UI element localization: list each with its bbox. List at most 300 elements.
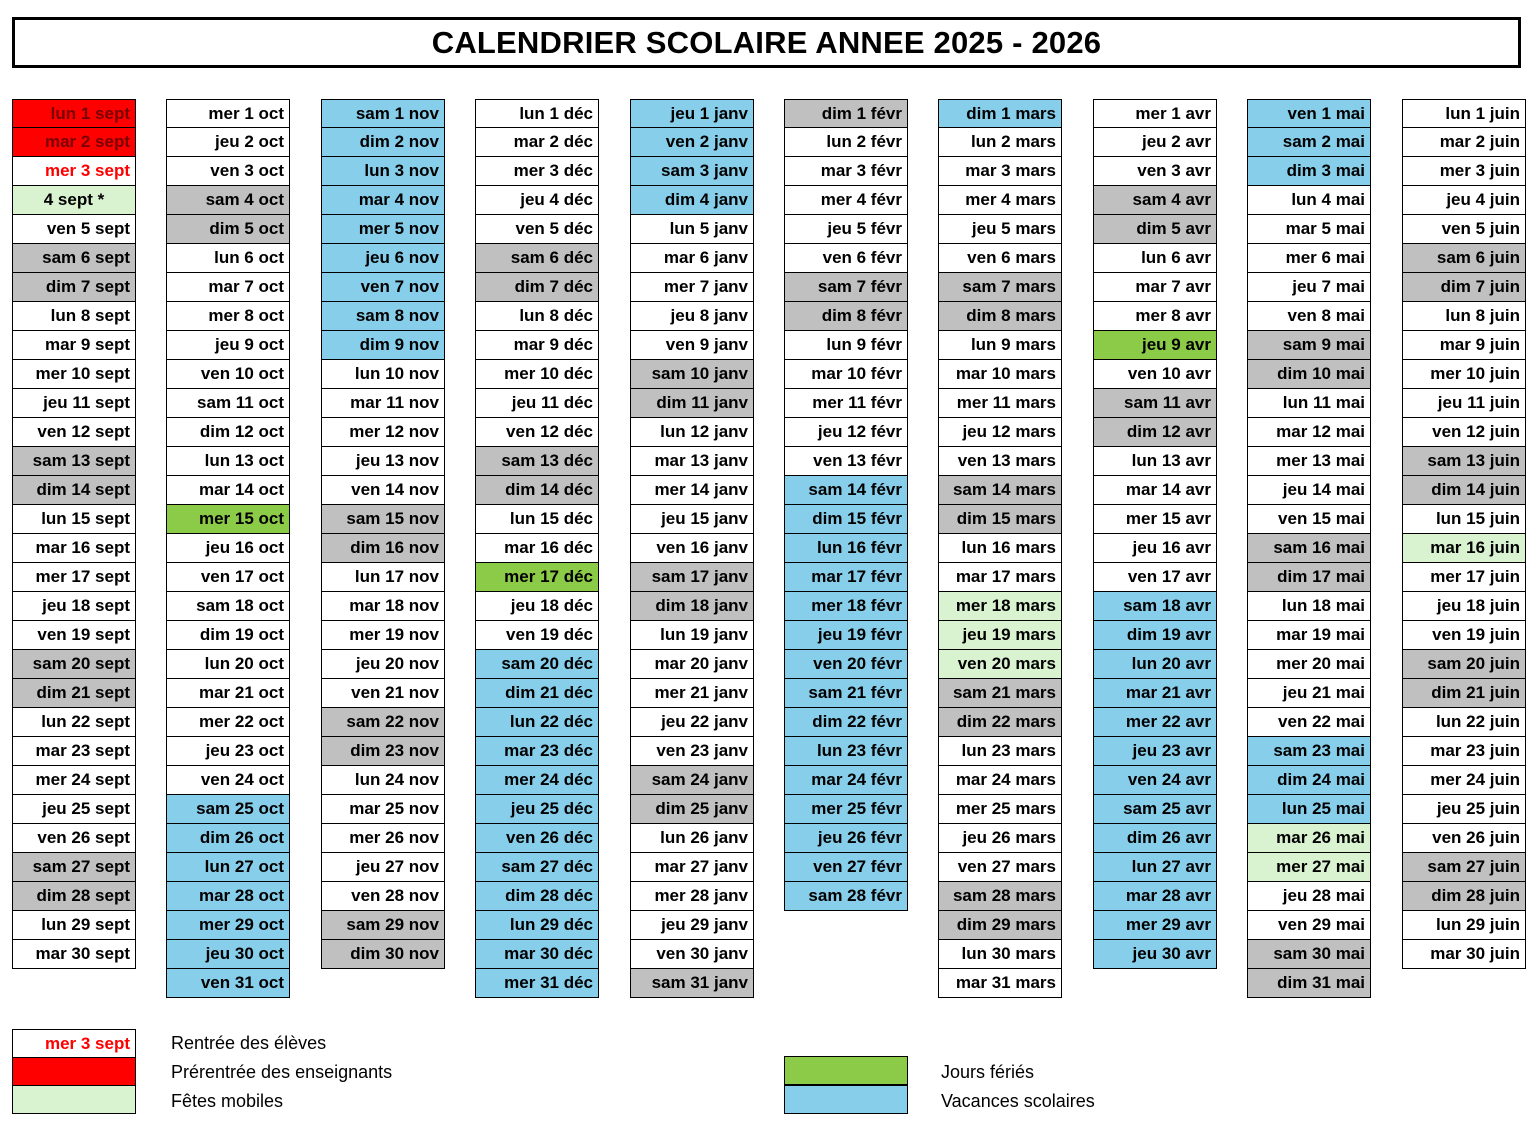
day-cell: mer 24 déc bbox=[475, 766, 599, 795]
day-cell: dim 12 avr bbox=[1093, 418, 1217, 447]
day-cell: dim 1 févr bbox=[784, 99, 908, 128]
day-cell: ven 12 sept bbox=[12, 418, 136, 447]
day-cell: jeu 20 nov bbox=[321, 650, 445, 679]
day-cell: sam 25 avr bbox=[1093, 795, 1217, 824]
day-cell: lun 6 oct bbox=[166, 244, 290, 273]
day-cell: ven 5 déc bbox=[475, 215, 599, 244]
legend-swatch-fetes bbox=[12, 1085, 136, 1114]
day-cell: ven 6 févr bbox=[784, 244, 908, 273]
legend-rentree-sample: mer 3 sept bbox=[44, 1034, 130, 1053]
day-cell: dim 31 mai bbox=[1247, 969, 1371, 998]
day-cell: lun 20 oct bbox=[166, 650, 290, 679]
day-cell: dim 7 sept bbox=[12, 273, 136, 302]
day-cell: mar 23 juin bbox=[1402, 737, 1526, 766]
day-cell: lun 27 avr bbox=[1093, 853, 1217, 882]
day-cell: ven 17 avr bbox=[1093, 563, 1217, 592]
day-cell: dim 29 mars bbox=[938, 911, 1062, 940]
day-cell: dim 26 oct bbox=[166, 824, 290, 853]
day-cell: ven 19 sept bbox=[12, 621, 136, 650]
day-cell: jeu 7 mai bbox=[1247, 273, 1371, 302]
month-column bbox=[12, 99, 136, 969]
day-cell: mar 5 mai bbox=[1247, 215, 1371, 244]
day-cell: lun 1 sept bbox=[12, 99, 136, 128]
day-cell: mer 3 sept bbox=[12, 157, 136, 186]
day-cell: sam 7 févr bbox=[784, 273, 908, 302]
day-cell: dim 25 janv bbox=[630, 795, 754, 824]
month-column bbox=[166, 99, 290, 998]
day-cell: sam 4 avr bbox=[1093, 186, 1217, 215]
day-cell: ven 3 avr bbox=[1093, 157, 1217, 186]
day-cell: sam 10 janv bbox=[630, 360, 754, 389]
day-cell: dim 22 mars bbox=[938, 708, 1062, 737]
day-cell: dim 28 juin bbox=[1402, 882, 1526, 911]
day-cell: sam 27 juin bbox=[1402, 853, 1526, 882]
day-cell: mar 3 mars bbox=[938, 157, 1062, 186]
day-cell: lun 13 oct bbox=[166, 447, 290, 476]
legend-label-feries: Jours fériés bbox=[941, 1062, 1035, 1082]
month-column bbox=[1093, 99, 1217, 969]
day-cell: jeu 9 oct bbox=[166, 331, 290, 360]
day-cell: dim 28 sept bbox=[12, 882, 136, 911]
day-cell: dim 14 juin bbox=[1402, 476, 1526, 505]
calendar-title: CALENDRIER SCOLAIRE ANNEE 2025 - 2026 bbox=[12, 17, 1521, 68]
day-cell: mer 20 mai bbox=[1247, 650, 1371, 679]
day-cell: sam 20 sept bbox=[12, 650, 136, 679]
day-cell: sam 13 déc bbox=[475, 447, 599, 476]
day-cell: mer 17 déc bbox=[475, 563, 599, 592]
day-cell: mar 21 avr bbox=[1093, 679, 1217, 708]
day-cell: lun 6 avr bbox=[1093, 244, 1217, 273]
day-cell: lun 22 sept bbox=[12, 708, 136, 737]
day-cell: mer 18 mars bbox=[938, 592, 1062, 621]
day-cell: ven 27 févr bbox=[784, 853, 908, 882]
day-cell: mar 9 déc bbox=[475, 331, 599, 360]
day-cell: lun 2 févr bbox=[784, 128, 908, 157]
day-cell: mer 27 mai bbox=[1247, 853, 1371, 882]
day-cell: lun 8 juin bbox=[1402, 302, 1526, 331]
day-cell: mar 28 oct bbox=[166, 882, 290, 911]
day-cell: mar 16 sept bbox=[12, 534, 136, 563]
day-cell: lun 1 déc bbox=[475, 99, 599, 128]
day-cell: ven 7 nov bbox=[321, 273, 445, 302]
day-cell: dim 11 janv bbox=[630, 389, 754, 418]
day-cell: ven 27 mars bbox=[938, 853, 1062, 882]
day-cell: dim 12 oct bbox=[166, 418, 290, 447]
day-cell: mer 13 mai bbox=[1247, 447, 1371, 476]
day-cell: ven 24 oct bbox=[166, 766, 290, 795]
day-cell: mar 16 déc bbox=[475, 534, 599, 563]
day-cell: jeu 23 oct bbox=[166, 737, 290, 766]
day-cell: mer 6 mai bbox=[1247, 244, 1371, 273]
day-cell: dim 15 mars bbox=[938, 505, 1062, 534]
day-cell: mar 10 mars bbox=[938, 360, 1062, 389]
day-cell: lun 25 mai bbox=[1247, 795, 1371, 824]
day-cell: sam 11 oct bbox=[166, 389, 290, 418]
day-cell: mer 12 nov bbox=[321, 418, 445, 447]
day-cell: dim 14 déc bbox=[475, 476, 599, 505]
day-cell: ven 3 oct bbox=[166, 157, 290, 186]
day-cell: dim 23 nov bbox=[321, 737, 445, 766]
day-cell: ven 12 juin bbox=[1402, 418, 1526, 447]
day-cell: mer 29 oct bbox=[166, 911, 290, 940]
day-cell: mar 2 juin bbox=[1402, 128, 1526, 157]
day-cell: mar 3 févr bbox=[784, 157, 908, 186]
day-cell: sam 1 nov bbox=[321, 99, 445, 128]
day-cell: ven 20 févr bbox=[784, 650, 908, 679]
day-cell: sam 6 déc bbox=[475, 244, 599, 273]
day-cell: jeu 14 mai bbox=[1247, 476, 1371, 505]
day-cell: sam 14 févr bbox=[784, 476, 908, 505]
day-cell: mer 17 sept bbox=[12, 563, 136, 592]
day-cell: dim 24 mai bbox=[1247, 766, 1371, 795]
day-cell: mar 23 déc bbox=[475, 737, 599, 766]
day-cell: ven 23 janv bbox=[630, 737, 754, 766]
day-cell: mar 9 sept bbox=[12, 331, 136, 360]
day-cell: ven 21 nov bbox=[321, 679, 445, 708]
day-cell: mer 25 mars bbox=[938, 795, 1062, 824]
day-cell: dim 21 juin bbox=[1402, 679, 1526, 708]
day-cell: jeu 26 févr bbox=[784, 824, 908, 853]
legend-swatch-prerentree bbox=[12, 1057, 136, 1086]
day-cell: sam 6 juin bbox=[1402, 244, 1526, 273]
day-cell: jeu 19 mars bbox=[938, 621, 1062, 650]
day-cell: dim 4 janv bbox=[630, 186, 754, 215]
day-cell: jeu 12 mars bbox=[938, 418, 1062, 447]
day-cell: mar 20 janv bbox=[630, 650, 754, 679]
day-cell: dim 1 mars bbox=[938, 99, 1062, 128]
day-cell: lun 18 mai bbox=[1247, 592, 1371, 621]
day-cell: lun 20 avr bbox=[1093, 650, 1217, 679]
day-cell: dim 10 mai bbox=[1247, 360, 1371, 389]
day-cell: sam 14 mars bbox=[938, 476, 1062, 505]
day-cell: sam 2 mai bbox=[1247, 128, 1371, 157]
day-cell: jeu 30 avr bbox=[1093, 940, 1217, 969]
day-cell: ven 15 mai bbox=[1247, 505, 1371, 534]
day-cell: lun 13 avr bbox=[1093, 447, 1217, 476]
day-cell: jeu 25 sept bbox=[12, 795, 136, 824]
day-cell: lun 16 mars bbox=[938, 534, 1062, 563]
day-cell: sam 4 oct bbox=[166, 186, 290, 215]
day-cell: ven 26 déc bbox=[475, 824, 599, 853]
day-cell: mer 1 oct bbox=[166, 99, 290, 128]
day-cell: sam 16 mai bbox=[1247, 534, 1371, 563]
day-cell: dim 8 mars bbox=[938, 302, 1062, 331]
day-cell: ven 19 déc bbox=[475, 621, 599, 650]
day-cell: mar 9 juin bbox=[1402, 331, 1526, 360]
day-cell: dim 8 févr bbox=[784, 302, 908, 331]
day-cell: jeu 11 sept bbox=[12, 389, 136, 418]
day-cell: dim 26 avr bbox=[1093, 824, 1217, 853]
day-cell: jeu 8 janv bbox=[630, 302, 754, 331]
day-cell: lun 29 juin bbox=[1402, 911, 1526, 940]
day-cell: mar 23 sept bbox=[12, 737, 136, 766]
day-cell: sam 22 nov bbox=[321, 708, 445, 737]
day-cell: lun 29 déc bbox=[475, 911, 599, 940]
day-cell: ven 20 mars bbox=[938, 650, 1062, 679]
day-cell: 4 sept * bbox=[12, 186, 136, 215]
day-cell: sam 21 févr bbox=[784, 679, 908, 708]
day-cell: mer 18 févr bbox=[784, 592, 908, 621]
day-cell: mar 2 sept bbox=[12, 128, 136, 157]
day-cell: mer 11 févr bbox=[784, 389, 908, 418]
day-cell: ven 26 juin bbox=[1402, 824, 1526, 853]
day-cell: mar 6 janv bbox=[630, 244, 754, 273]
day-cell: sam 15 nov bbox=[321, 505, 445, 534]
day-cell: jeu 16 oct bbox=[166, 534, 290, 563]
day-cell: sam 27 sept bbox=[12, 853, 136, 882]
day-cell: mar 28 avr bbox=[1093, 882, 1217, 911]
day-cell: mer 3 déc bbox=[475, 157, 599, 186]
day-cell: jeu 1 janv bbox=[630, 99, 754, 128]
day-cell: sam 13 sept bbox=[12, 447, 136, 476]
day-cell: mer 5 nov bbox=[321, 215, 445, 244]
day-cell: lun 19 janv bbox=[630, 621, 754, 650]
legend-label-prerentree: Prérentrée des enseignants bbox=[171, 1062, 393, 1082]
day-cell: sam 31 janv bbox=[630, 969, 754, 998]
day-cell: jeu 23 avr bbox=[1093, 737, 1217, 766]
day-cell: mar 12 mai bbox=[1247, 418, 1371, 447]
day-cell: lun 11 mai bbox=[1247, 389, 1371, 418]
day-cell: lun 26 janv bbox=[630, 824, 754, 853]
day-cell: dim 2 nov bbox=[321, 128, 445, 157]
day-cell: mar 7 oct bbox=[166, 273, 290, 302]
day-cell: ven 31 oct bbox=[166, 969, 290, 998]
day-cell: sam 3 janv bbox=[630, 157, 754, 186]
day-cell: jeu 12 févr bbox=[784, 418, 908, 447]
day-cell: sam 28 févr bbox=[784, 882, 908, 911]
day-cell: ven 6 mars bbox=[938, 244, 1062, 273]
day-cell: mer 15 avr bbox=[1093, 505, 1217, 534]
day-cell: lun 4 mai bbox=[1247, 186, 1371, 215]
day-cell: jeu 5 févr bbox=[784, 215, 908, 244]
day-cell: ven 13 mars bbox=[938, 447, 1062, 476]
day-cell: mer 8 oct bbox=[166, 302, 290, 331]
month-column bbox=[784, 99, 908, 911]
month-column bbox=[475, 99, 599, 998]
day-cell: ven 30 janv bbox=[630, 940, 754, 969]
day-cell: mer 10 juin bbox=[1402, 360, 1526, 389]
day-cell: ven 26 sept bbox=[12, 824, 136, 853]
day-cell: mer 1 avr bbox=[1093, 99, 1217, 128]
month-column bbox=[1402, 99, 1526, 969]
day-cell: dim 22 févr bbox=[784, 708, 908, 737]
day-cell: jeu 2 oct bbox=[166, 128, 290, 157]
day-cell: mer 24 sept bbox=[12, 766, 136, 795]
day-cell: jeu 18 déc bbox=[475, 592, 599, 621]
day-cell: lun 23 mars bbox=[938, 737, 1062, 766]
day-cell: lun 2 mars bbox=[938, 128, 1062, 157]
day-cell: lun 3 nov bbox=[321, 157, 445, 186]
day-cell: ven 1 mai bbox=[1247, 99, 1371, 128]
day-cell: mer 11 mars bbox=[938, 389, 1062, 418]
day-cell: dim 14 sept bbox=[12, 476, 136, 505]
month-column bbox=[1247, 99, 1371, 998]
month-column bbox=[321, 99, 445, 969]
day-cell: jeu 15 janv bbox=[630, 505, 754, 534]
day-cell: mar 17 févr bbox=[784, 563, 908, 592]
day-cell: ven 24 avr bbox=[1093, 766, 1217, 795]
day-cell: ven 13 févr bbox=[784, 447, 908, 476]
day-cell: dim 19 avr bbox=[1093, 621, 1217, 650]
day-cell: mer 10 déc bbox=[475, 360, 599, 389]
day-cell: lun 15 juin bbox=[1402, 505, 1526, 534]
day-cell: ven 10 avr bbox=[1093, 360, 1217, 389]
day-cell: ven 5 juin bbox=[1402, 215, 1526, 244]
day-cell: mar 10 févr bbox=[784, 360, 908, 389]
day-cell: sam 20 déc bbox=[475, 650, 599, 679]
day-cell: mar 27 janv bbox=[630, 853, 754, 882]
day-cell: jeu 21 mai bbox=[1247, 679, 1371, 708]
day-cell: dim 5 avr bbox=[1093, 215, 1217, 244]
day-cell: sam 9 mai bbox=[1247, 331, 1371, 360]
day-cell: sam 13 juin bbox=[1402, 447, 1526, 476]
day-cell: dim 16 nov bbox=[321, 534, 445, 563]
day-cell: lun 29 sept bbox=[12, 911, 136, 940]
month-column bbox=[630, 99, 754, 998]
day-cell: sam 17 janv bbox=[630, 563, 754, 592]
day-cell: lun 12 janv bbox=[630, 418, 754, 447]
day-cell: sam 28 mars bbox=[938, 882, 1062, 911]
day-cell: mar 14 avr bbox=[1093, 476, 1217, 505]
day-cell: sam 8 nov bbox=[321, 302, 445, 331]
day-cell: mer 14 janv bbox=[630, 476, 754, 505]
day-cell: mer 4 mars bbox=[938, 186, 1062, 215]
day-cell: lun 15 déc bbox=[475, 505, 599, 534]
day-cell: lun 22 juin bbox=[1402, 708, 1526, 737]
day-cell: ven 10 oct bbox=[166, 360, 290, 389]
day-cell: sam 7 mars bbox=[938, 273, 1062, 302]
day-cell: ven 14 nov bbox=[321, 476, 445, 505]
day-cell: mar 14 oct bbox=[166, 476, 290, 505]
day-cell: sam 27 déc bbox=[475, 853, 599, 882]
day-cell: jeu 11 déc bbox=[475, 389, 599, 418]
day-cell: jeu 27 nov bbox=[321, 853, 445, 882]
day-cell: sam 23 mai bbox=[1247, 737, 1371, 766]
day-cell: dim 18 janv bbox=[630, 592, 754, 621]
legend-label-vacances: Vacances scolaires bbox=[941, 1091, 1095, 1111]
day-cell: sam 30 mai bbox=[1247, 940, 1371, 969]
day-cell: jeu 2 avr bbox=[1093, 128, 1217, 157]
day-cell: mar 2 déc bbox=[475, 128, 599, 157]
day-cell: ven 19 juin bbox=[1402, 621, 1526, 650]
day-cell: jeu 16 avr bbox=[1093, 534, 1217, 563]
day-cell: dim 28 déc bbox=[475, 882, 599, 911]
day-cell: mer 15 oct bbox=[166, 505, 290, 534]
day-cell: mer 22 avr bbox=[1093, 708, 1217, 737]
day-cell: lun 15 sept bbox=[12, 505, 136, 534]
day-cell: ven 8 mai bbox=[1247, 302, 1371, 331]
day-cell: jeu 6 nov bbox=[321, 244, 445, 273]
day-cell: lun 16 févr bbox=[784, 534, 908, 563]
day-cell: mar 13 janv bbox=[630, 447, 754, 476]
day-cell: jeu 13 nov bbox=[321, 447, 445, 476]
day-cell: mer 17 juin bbox=[1402, 563, 1526, 592]
day-cell: mar 19 mai bbox=[1247, 621, 1371, 650]
day-cell: lun 10 nov bbox=[321, 360, 445, 389]
day-cell: lun 8 déc bbox=[475, 302, 599, 331]
day-cell: jeu 25 déc bbox=[475, 795, 599, 824]
day-cell: sam 21 mars bbox=[938, 679, 1062, 708]
day-cell: ven 9 janv bbox=[630, 331, 754, 360]
day-cell: dim 21 déc bbox=[475, 679, 599, 708]
day-cell: mer 10 sept bbox=[12, 360, 136, 389]
day-cell: jeu 18 sept bbox=[12, 592, 136, 621]
legend-swatch-feries bbox=[784, 1056, 908, 1085]
day-cell: jeu 30 oct bbox=[166, 940, 290, 969]
day-cell: dim 9 nov bbox=[321, 331, 445, 360]
day-cell: lun 23 févr bbox=[784, 737, 908, 766]
day-cell: jeu 4 déc bbox=[475, 186, 599, 215]
day-cell: lun 30 mars bbox=[938, 940, 1062, 969]
day-cell: lun 17 nov bbox=[321, 563, 445, 592]
day-cell: ven 29 mai bbox=[1247, 911, 1371, 940]
day-cell: mar 18 nov bbox=[321, 592, 445, 621]
day-cell: sam 6 sept bbox=[12, 244, 136, 273]
day-cell: dim 15 févr bbox=[784, 505, 908, 534]
day-cell: lun 9 févr bbox=[784, 331, 908, 360]
day-cell: jeu 11 juin bbox=[1402, 389, 1526, 418]
day-cell: mer 19 nov bbox=[321, 621, 445, 650]
day-cell: sam 20 juin bbox=[1402, 650, 1526, 679]
day-cell: jeu 18 juin bbox=[1402, 592, 1526, 621]
day-cell: lun 8 sept bbox=[12, 302, 136, 331]
legend-swatch-vacances bbox=[784, 1085, 908, 1114]
day-cell: jeu 25 juin bbox=[1402, 795, 1526, 824]
day-cell: mer 26 nov bbox=[321, 824, 445, 853]
day-cell: dim 7 juin bbox=[1402, 273, 1526, 302]
day-cell: mer 25 févr bbox=[784, 795, 908, 824]
day-cell: mer 3 juin bbox=[1402, 157, 1526, 186]
day-cell: mar 16 juin bbox=[1402, 534, 1526, 563]
day-cell: dim 21 sept bbox=[12, 679, 136, 708]
day-cell: mer 28 janv bbox=[630, 882, 754, 911]
day-cell: ven 5 sept bbox=[12, 215, 136, 244]
day-cell: dim 7 déc bbox=[475, 273, 599, 302]
legend-label-rentree: Rentrée des élèves bbox=[171, 1033, 327, 1053]
day-cell: jeu 29 janv bbox=[630, 911, 754, 940]
day-cell: sam 25 oct bbox=[166, 795, 290, 824]
day-cell: ven 22 mai bbox=[1247, 708, 1371, 737]
day-cell: mar 24 mars bbox=[938, 766, 1062, 795]
day-cell: jeu 5 mars bbox=[938, 215, 1062, 244]
day-cell: mar 30 juin bbox=[1402, 940, 1526, 969]
day-cell: mer 4 févr bbox=[784, 186, 908, 215]
day-cell: jeu 4 juin bbox=[1402, 186, 1526, 215]
day-cell: dim 19 oct bbox=[166, 621, 290, 650]
day-cell: lun 5 janv bbox=[630, 215, 754, 244]
day-cell: ven 12 déc bbox=[475, 418, 599, 447]
day-cell: mar 4 nov bbox=[321, 186, 445, 215]
day-cell: lun 27 oct bbox=[166, 853, 290, 882]
day-cell: sam 29 nov bbox=[321, 911, 445, 940]
day-cell: jeu 19 févr bbox=[784, 621, 908, 650]
day-cell: dim 30 nov bbox=[321, 940, 445, 969]
day-cell: mer 22 oct bbox=[166, 708, 290, 737]
month-column bbox=[938, 99, 1062, 998]
legend-label-fetes: Fêtes mobiles bbox=[171, 1091, 284, 1111]
day-cell: lun 22 déc bbox=[475, 708, 599, 737]
day-cell: mar 24 févr bbox=[784, 766, 908, 795]
day-cell: mar 7 avr bbox=[1093, 273, 1217, 302]
day-cell: lun 24 nov bbox=[321, 766, 445, 795]
day-cell: mar 30 déc bbox=[475, 940, 599, 969]
day-cell: mar 17 mars bbox=[938, 563, 1062, 592]
day-cell: mar 31 mars bbox=[938, 969, 1062, 998]
day-cell: jeu 9 avr bbox=[1093, 331, 1217, 360]
day-cell: mer 24 juin bbox=[1402, 766, 1526, 795]
day-cell: ven 28 nov bbox=[321, 882, 445, 911]
day-cell: dim 17 mai bbox=[1247, 563, 1371, 592]
